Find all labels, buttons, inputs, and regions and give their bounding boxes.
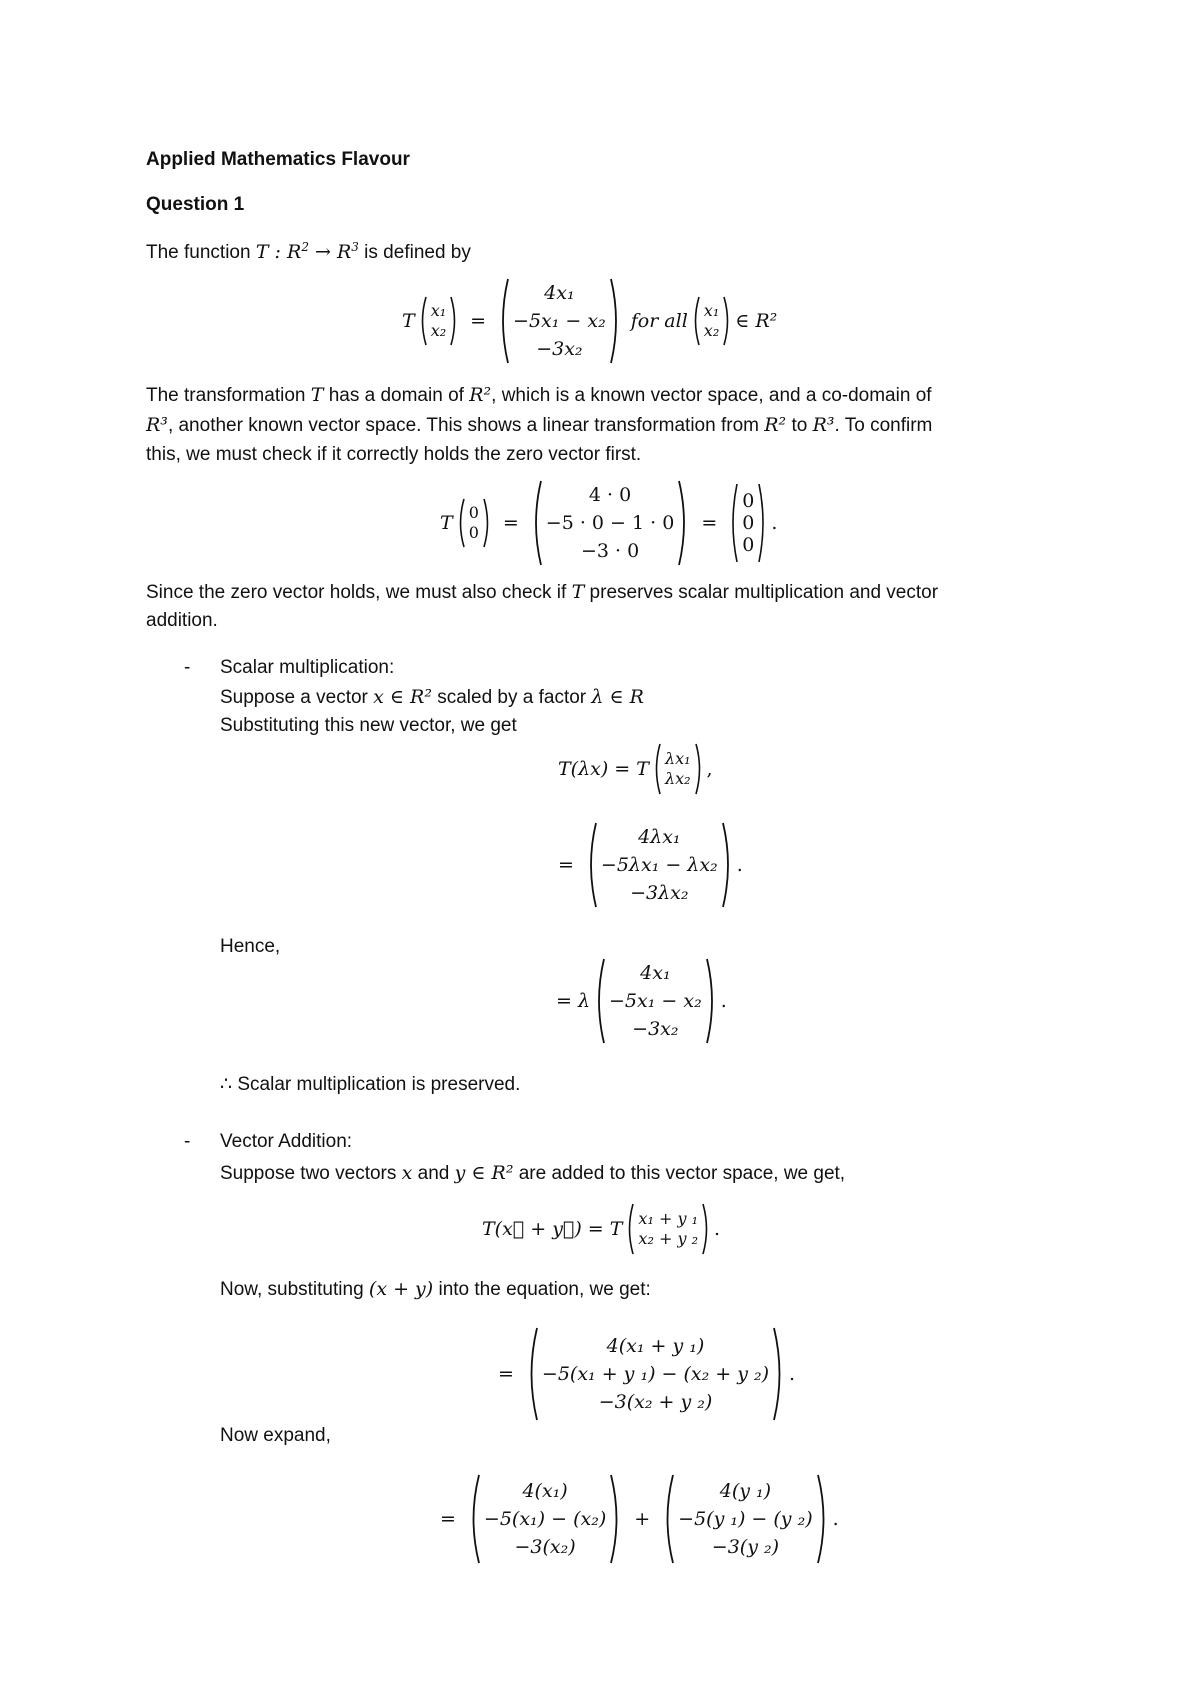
vector-entry: x₁ [703,301,720,320]
math-fragment: R³ [146,414,168,436]
period: . [736,854,743,876]
vector-entry: −3x₂ [632,1018,679,1040]
superscript: 2 [301,240,309,254]
math-fragment: (x + y) [368,1278,434,1300]
vector-suppose-line [220,1158,845,1189]
vector-entry: −5(x₁ + y ₁) − (x₂ + y ₂) [541,1363,770,1385]
period: . [713,1218,721,1240]
math-fragment: x ∈ R² [373,686,432,708]
left-paren [418,296,427,346]
equals-sign: = [558,854,574,876]
vector-entry: 4x₁ [544,282,575,304]
y-part-vector [661,1474,829,1564]
vector-entry: −5x₁ − x₂ [609,990,702,1012]
vector-entry: 0 [468,503,479,522]
vector-entry: 0 [742,490,755,512]
math-fragment: → R [308,241,352,263]
text-fragment: . To confirm [834,415,933,436]
vector-entry: −5(x₁) − (x₂) [483,1508,607,1530]
vector-entry: −5x₁ − x₂ [513,310,606,332]
period: . [832,1508,839,1530]
zero-vector-equation [440,478,777,568]
equals-sign: = [470,310,487,332]
vector-equation-1 [482,1200,720,1258]
question-title: Question 1 [146,194,245,215]
bullet-dash: - [184,657,191,678]
vector-entry: 4(x₁ + y ₁) [606,1335,705,1357]
text-fragment: is defined by [358,242,471,263]
paragraph-check-line-1 [146,577,938,608]
vector-entry: x₂ [703,321,720,340]
vector-entry: x₂ [430,321,447,340]
vector-equation-2 [490,1325,795,1423]
output-vector [497,278,622,364]
math-fragment: T [310,384,324,406]
function-definition-line [146,237,471,268]
vector-substituting-line [220,1274,651,1305]
superscript: 3 [351,240,359,254]
scalar-equation-2 [550,820,743,910]
hence-text: Hence, [220,936,281,957]
membership: ∈ R² [735,310,778,332]
paragraph-domain-line-3: this, we must check if it correctly holds the zero vector first. [146,444,642,465]
vector-entry: x₂ + y ₂ [638,1229,698,1248]
right-paren [723,296,732,346]
equals-sign: = [440,1508,456,1530]
math-fragment: R² [469,384,492,406]
vector-entry: −3(y ₂) [711,1536,780,1558]
scaled-input-vector [652,743,704,795]
text-fragment: has a domain of [323,385,470,406]
input-vector [691,296,732,346]
vector-entry: 4(x₁) [522,1480,568,1502]
equals-sign: = [502,512,519,534]
vector-equation-3 [432,1472,839,1566]
text-fragment: Now, substituting [220,1279,369,1300]
scalar-substituting-line: Substituting this new vector, we get [220,715,517,736]
factored-vector [593,958,718,1044]
math-symbol: T [440,512,453,534]
text-fragment: The transformation [146,385,311,406]
zero-result-vector [728,483,768,563]
vector-entry: 0 [468,523,479,542]
vector-entry: 4x₁ [640,962,671,984]
math-fragment: R³ [812,414,835,436]
document-heading: Applied Mathematics Flavour [146,149,410,170]
text-fragment: are added to this vector space, we get, [513,1163,846,1184]
zero-evaluated-vector [530,480,691,566]
equals-sign: = [701,512,718,534]
for-all-text: for all [630,310,688,332]
vector-entry: 4 · 0 [588,484,632,506]
plus-sign: + [634,1508,651,1530]
scalar-conclusion: ∴ Scalar multiplication is preserved. [220,1074,521,1095]
text-fragment: Suppose two vectors [220,1163,402,1184]
left-paren [691,296,700,346]
scalar-section-title: Scalar multiplication: [220,657,395,678]
vector-entry: −3(x₂) [514,1536,576,1558]
vector-entry: −5λx₁ − λx₂ [600,854,718,876]
vector-section-title: Vector Addition: [220,1131,353,1152]
paragraph-domain-line-2 [146,410,932,441]
vector-entry: −5 · 0 − 1 · 0 [545,512,675,534]
text-fragment: Suppose a vector [220,687,374,708]
sum-input-vector [625,1203,711,1255]
math-symbol: T [402,310,415,332]
scalar-equation-1 [558,740,713,798]
math-fragment: R² [764,414,787,436]
vector-entry: x₁ + y ₁ [638,1209,698,1228]
left-paren [497,278,509,364]
paragraph-domain-line-1 [146,380,932,411]
period: . [720,990,727,1012]
text-fragment: , another known vector space. This shows a linear transformation from [167,415,765,436]
equals-sign: = [498,1363,514,1385]
input-vector [418,296,459,346]
vector-entry: −3λx₂ [630,882,689,904]
vector-entry: λx₁ [664,749,691,768]
vector-entry: x₁ [430,301,447,320]
vector-entry: 0 [742,512,755,534]
text-fragment: into the equation, we get: [433,1279,651,1300]
sum-output-vector [525,1327,786,1421]
math-expression: T(λx) = T [558,758,649,780]
vector-entry: λx₂ [664,769,691,788]
vector-entry: 0 [742,534,755,556]
bullet-dash: - [184,1131,191,1152]
period: . [789,1363,796,1385]
text-fragment: and [412,1163,455,1184]
x-part-vector [467,1474,623,1564]
math-fragment: T : R [255,241,302,263]
vector-entry: 4(y ₁) [719,1480,772,1502]
scalar-equation-3 [556,956,727,1046]
zero-input-vector [456,498,492,548]
text-fragment: The function [146,242,256,263]
vector-entry: −3x₂ [536,338,583,360]
right-paren [610,278,622,364]
math-expression: T(x⃗ + y⃗) = T [482,1218,623,1240]
vector-entry: −3 · 0 [580,540,640,562]
paragraph-check-line-2: addition. [146,610,218,631]
text-fragment: scaled by a factor [431,687,592,708]
vector-entry: 4λx₁ [638,826,681,848]
comma: , [706,758,713,780]
math-expression: = λ [556,990,591,1012]
definition-equation [402,276,777,366]
math-fragment: T [571,581,585,603]
text-fragment: , which is a known vector space, and a co-domain of [491,385,932,406]
period: . [771,512,778,534]
right-paren [450,296,459,346]
vector-entry: −3(x₂ + y ₂) [598,1391,713,1413]
text-fragment: Since the zero vector holds, we must also check if [146,582,572,603]
math-fragment: λ ∈ R [591,686,644,708]
math-fragment: y ∈ R² [454,1162,514,1184]
math-fragment: x [401,1162,413,1184]
scalar-suppose-line [220,682,644,713]
text-fragment: preserves scalar multiplication and vector [584,582,939,603]
text-fragment: to [786,415,813,436]
now-expand-text: Now expand, [220,1425,331,1446]
scaled-output-vector [585,822,734,908]
vector-entry: −5(y ₁) − (y ₂) [678,1508,813,1530]
